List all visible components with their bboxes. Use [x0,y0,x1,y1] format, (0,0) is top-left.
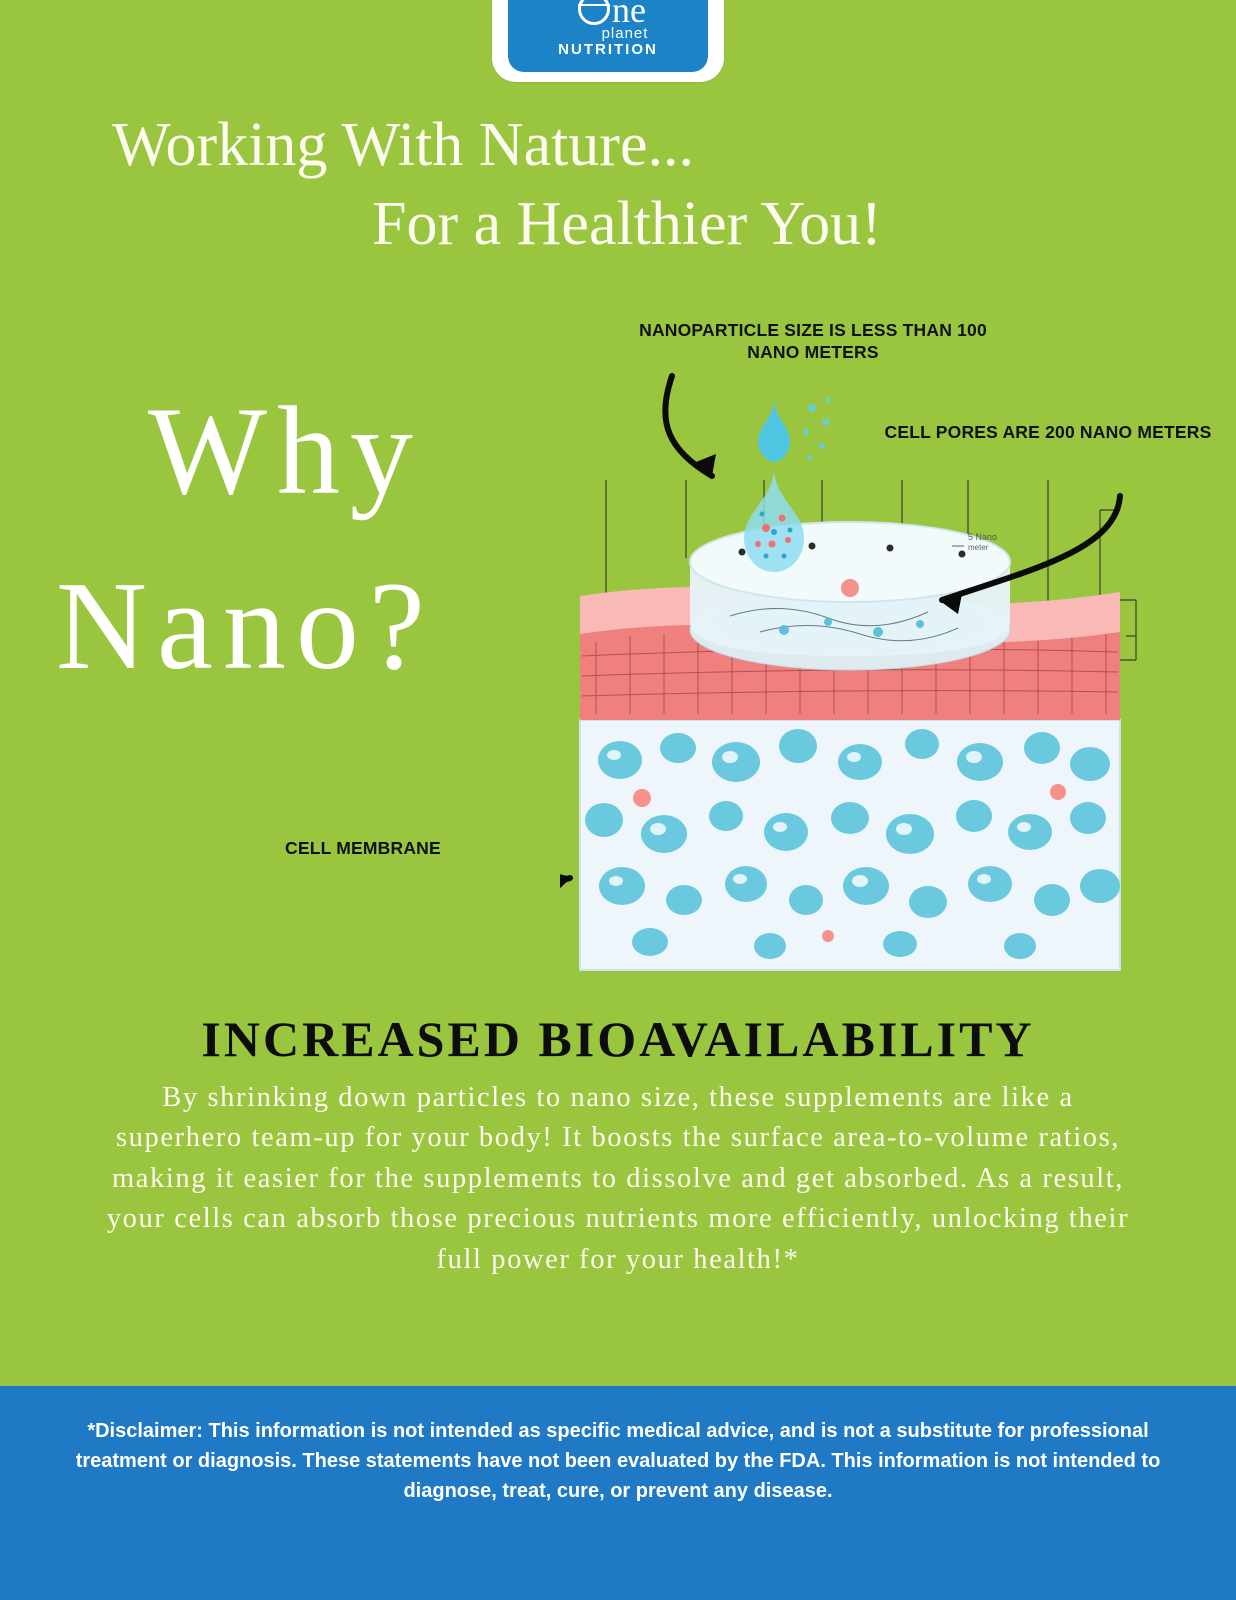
brand-logo [492,0,724,82]
diagram-svg [560,300,1220,990]
disclaimer-bar: *Disclaimer: This information is not intended as specific medical advice, and is not a substitute for professional treatment or diagnosis. These statements have not been evaluated by the FDA. This information is not intended to diagnose, treat, cure, or prevent any disease. [0,1386,1236,1600]
svg-text:5 Nano: 5 Nano [968,532,998,542]
headline-line-1: Working With Nature... [112,111,694,179]
headline [0,112,1236,258]
why-nano-line-2: Nano? [56,556,435,696]
why-nano-line-1: Why [148,382,423,521]
logo-text [492,0,724,57]
globe-icon [578,0,610,25]
logo-word-nutrition: NUTRITION [558,41,658,58]
logo-word-one [500,0,724,28]
headline-line-2: For a Healthier You! [372,189,882,258]
callout-cell-pores: CELL PORES ARE 200 NANO METERS [884,422,1212,442]
logo-word-planet: planet [601,25,649,42]
callout-cell-membrane: CELL MEMBRANE [285,838,441,858]
bioavailability-body: By shrinking down particles to nano size, these supplements are like a superhero team-up for your body! It boosts the surface area-to-volume ratios, making it easier for the supplements to dissolve and get absorbed. As a result, your cells can absorb those precious nutrients more efficiently, unlocking their full power for your health!* [106,1082,1130,1275]
logo-one-suffix: ne [612,0,646,30]
why-nano-title [56,382,576,696]
bioavailability-title: INCREASED BIOAVAILABILITY [201,1011,1035,1067]
cell-interior-block [580,720,1120,970]
svg-text:meter: meter [968,543,989,552]
callout-nanoparticle-size: NANOPARTICLE SIZE IS LESS THAN 100 NANO METERS [639,320,987,362]
